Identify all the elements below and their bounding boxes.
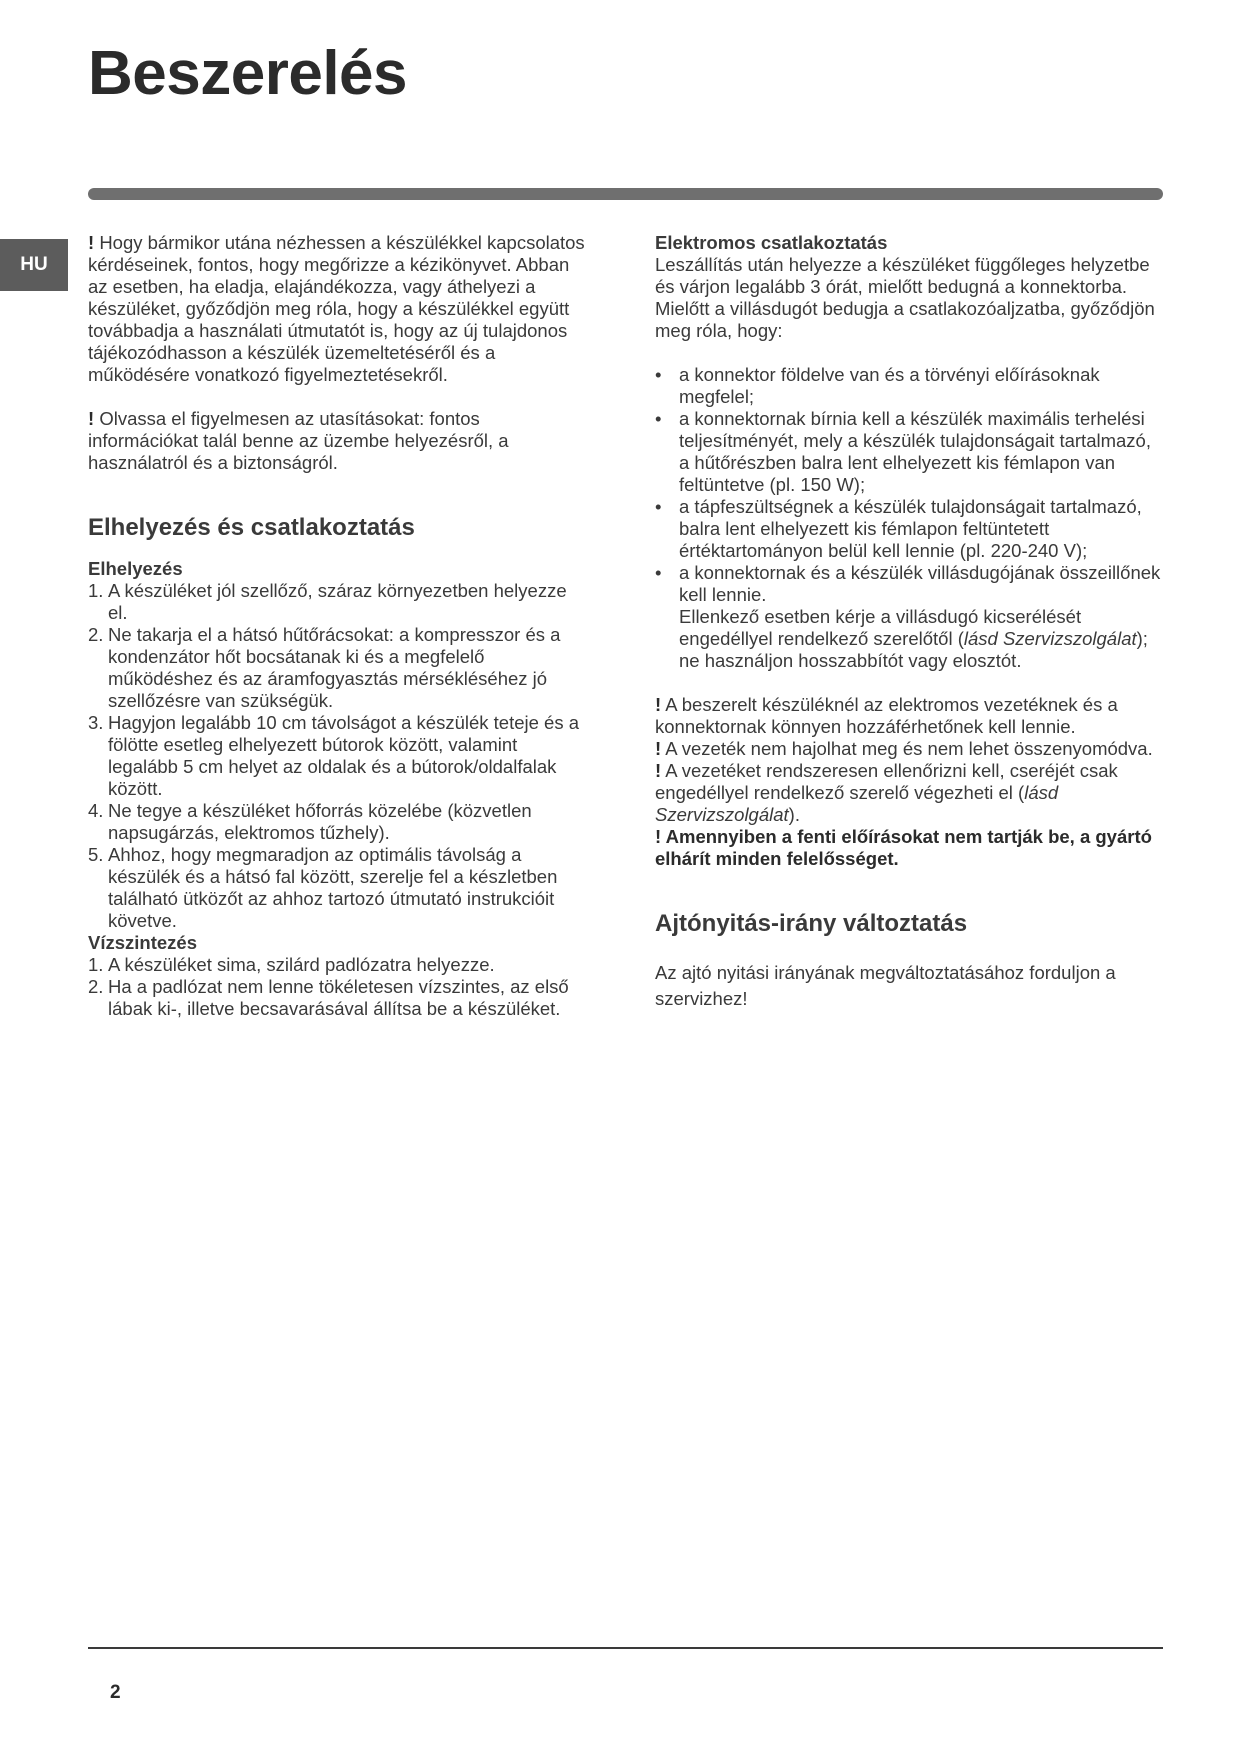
page-number: 2 [110, 1682, 121, 1703]
list-item: 4. Ne tegye a készüléket hőforrás közelébe (közvetlen napsugárzás, elektromos tűzhely). [88, 800, 532, 843]
service-reference: lásd Szervizszolgálat [655, 782, 1059, 825]
warning-mark: ! [655, 826, 662, 847]
electrical-requirements-list [655, 364, 1165, 606]
list-item: 5. Ahhoz, hogy megmaradjon az optimális távolság a készülék és a hátsó fal között, szerelje fel a készletben található ütközőt az ahhoz tartozó útmutató instrukcióit követve. [88, 844, 558, 931]
subheading-placement: Elhelyezés [88, 558, 183, 579]
warning-liability: ! Amennyiben a fenti előírásokat nem tartják be, a gyártó elhárít minden felelősséget. [655, 826, 1152, 869]
list-item: 1. A készüléket jól szellőző, száraz környezetben helyezze el. [88, 580, 567, 623]
warning-mark: ! [655, 760, 662, 781]
intro-paragraph-1: ! Hogy bármikor utána nézhessen a készülékkel kapcsolatos kérdéseinek, fontos, hogy megőrizze a kézikönyvet. Abban az esetben, ha eladja, elajándékozza, vagy áthelyezi a készüléket, győződjön meg róla, hogy a készülékkel együtt továbbadja a használati útmutatót is, hogy az új tulajdonos tájékozódhasson a készülék üzemeltetéséről és a működésére vonatkozó figyelmeztetésekről. [88, 232, 585, 385]
leveling-list [88, 954, 588, 1020]
list-item: • a tápfeszültségnek a készülék tulajdonságait tartalmazó, balra lent elhelyezett kis fémlapon feltüntetett értéktartományon belül kell lennie (pl. 220-240 V); [655, 496, 1142, 561]
bullet-icon: • [655, 562, 662, 583]
section-heading-placement-connection: Elhelyezés és csatlakoztatás [88, 514, 415, 541]
electrical-intro: Leszállítás után helyezze a készüléket függőleges helyzetbe és várjon legalább 3 órát, mielőtt bedugná a konnektorba. Mielőtt a villásdugót bedugja a csatlakozóaljzatba, győződjön meg róla, hogy: [655, 254, 1155, 341]
page-title: Beszerelés [88, 39, 408, 108]
warning-cable-check: ! A vezetéket rendszeresen ellenőrizni kell, cseréjét csak engedéllyel rendelkező szerelő végezheti el (lásd Szervizszolgálat). [655, 760, 1118, 825]
list-item: 1. A készüléket sima, szilárd padlózatra helyezze. [88, 954, 495, 975]
section-heading-door-reversal: Ajtónyitás-irány változtatás [655, 910, 968, 937]
subheading-electrical: Elektromos csatlakoztatás [655, 232, 888, 253]
list-item: • a konnektornak bírnia kell a készülék maximális terhelési teljesítményét, mely a készülék tulajdonságait tartalmazó, a hűtőrészben balra lent elhelyezett kis fémlapon van feltüntetve (pl. 150 W); [655, 408, 1151, 495]
list-item: 3. Hagyjon legalább 10 cm távolságot a készülék teteje és a fölötte esetleg elhelyezett bútorok között, valamint legalább 5 cm helyet az oldalak és a bútorok/oldalfalak között. [88, 712, 580, 799]
warning-mark: ! [655, 738, 662, 759]
subheading-leveling: Vízszintezés [88, 932, 197, 953]
warning-mark: ! [655, 694, 662, 715]
header-divider [88, 188, 1163, 200]
list-item: 2. Ha a padlózat nem lenne tökéletesen vízszintes, az első lábak ki-, illetve becsavarásával állítsa be a készüléket. [88, 976, 569, 1019]
warning-cable-bend: ! A vezeték nem hajolhat meg és nem lehet összenyomódva. [655, 738, 1153, 759]
left-column [88, 232, 588, 1020]
bullet-icon: • [655, 364, 662, 385]
language-tab: HU [0, 239, 68, 291]
bullet-icon: • [655, 496, 662, 517]
otherwise-paragraph: Ellenkező esetben kérje a villásdugó kicserélését engedéllyel rendelkező szerelőtől (lásd Szervizszolgálat); ne használjon hosszabbítót vagy elosztót. [679, 606, 1148, 671]
service-reference: lásd Szervizszolgálat [963, 628, 1137, 649]
list-item: 2. Ne takarja el a hátsó hűtőrácsokat: a kompresszor és a kondenzátor hőt bocsátanak ki és a megfelelő működéshez és az áramfogyasztás mérsékléséhez jó szellőzésre van szükségük. [88, 624, 561, 711]
list-item: • a konnektornak és a készülék villásdugójának összeillőnek kell lennie. [655, 562, 1161, 605]
door-paragraph: Az ajtó nyitási irányának megváltoztatásához forduljon a szervizhez! [655, 962, 1116, 1009]
warning-accessibility: ! A beszerelt készüléknél az elektromos vezetéknek és a konnektornak könnyen hozzáférhetőnek kell lennie. [655, 694, 1118, 737]
bullet-icon: • [655, 408, 662, 429]
right-column [655, 232, 1165, 1012]
list-item: • a konnektor földelve van és a törvényi előírásoknak megfelel; [655, 364, 1100, 407]
warning-mark: ! [88, 408, 95, 429]
warning-mark: ! [88, 232, 95, 253]
intro-paragraph-2: ! Olvassa el figyelmesen az utasításokat: fontos információkat talál benne az üzembe helyezésről, a használatról és a biztonságról. [88, 408, 509, 473]
footer-divider [88, 1647, 1163, 1649]
placement-list [88, 580, 588, 932]
